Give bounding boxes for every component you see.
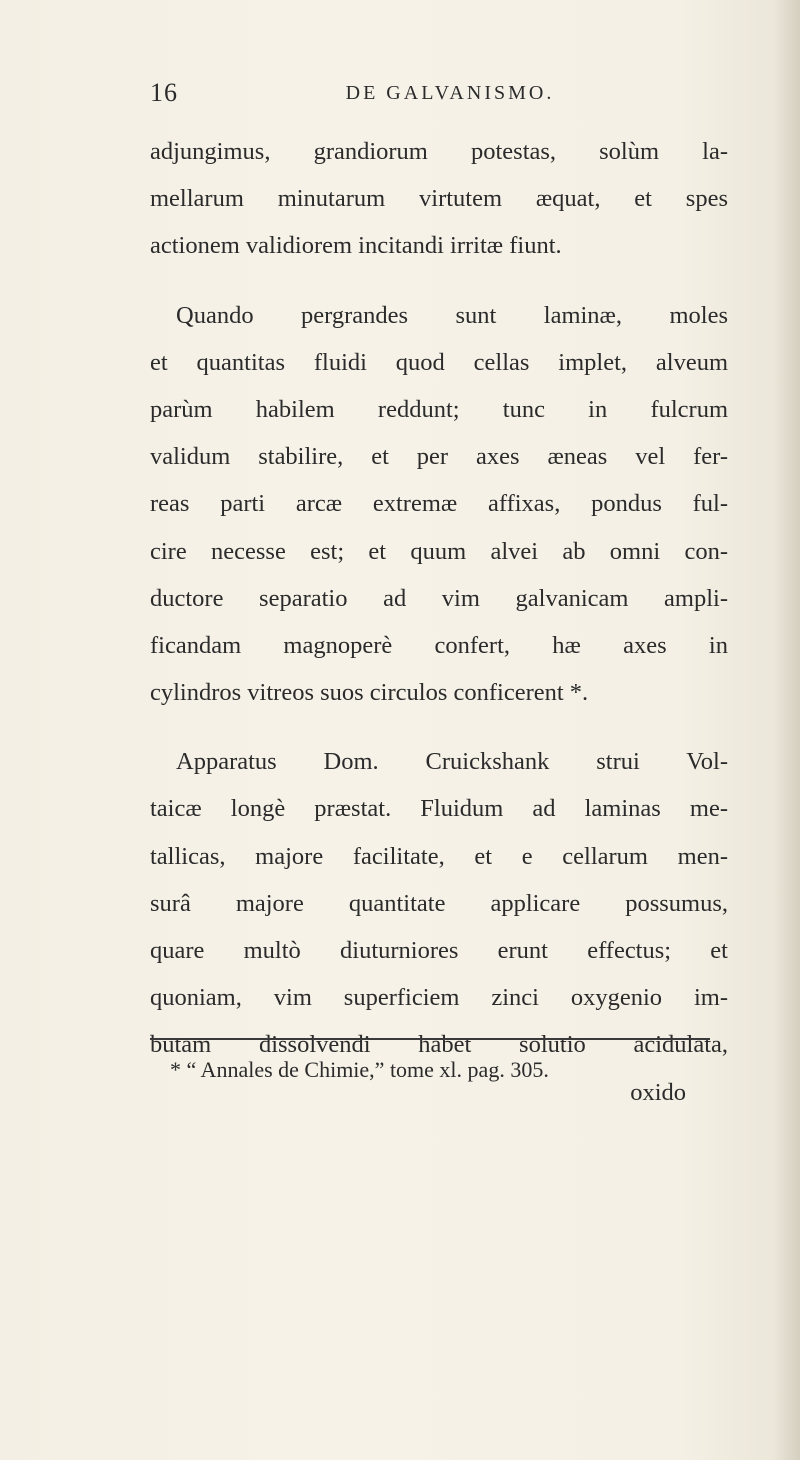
footnote-rule: [150, 1038, 710, 1040]
text-line: quare multò diuturniores erunt effectus; et: [150, 937, 728, 964]
text-line: adjungimus, grandiorum potestas, solùm la-: [150, 138, 728, 165]
text-line: ficandam magnoperè confert, hæ axes in: [150, 631, 728, 659]
text-line: actionem validiorem incitandi irritæ fiunt.: [150, 232, 562, 260]
text-line: reas parti arcæ extremæ affixas, pondus ful-: [150, 490, 728, 518]
running-head: DE GALVANISMO.: [345, 82, 555, 104]
paragraph-1: [150, 128, 728, 270]
body-text: [150, 128, 728, 1116]
text-line: butam dissolvendi habet solutio acidulata,: [150, 1031, 728, 1059]
page-edge-shadow: [774, 0, 800, 1460]
footnote: * “ Annales de Chimie,” tome xl. pag. 305.: [170, 1057, 549, 1082]
text-line: cylindros vitreos suos circulos conficerent *.: [150, 679, 589, 707]
text-line: Apparatus Dom. Cruickshank strui Vol-: [176, 748, 728, 776]
text-line: surâ majore quantitate applicare possumus,: [150, 889, 728, 917]
text-line: mellarum minutarum virtutem æquat, et spes: [150, 185, 728, 213]
text-line: quoniam, vim superficiem zinci oxygenio im-: [150, 984, 728, 1012]
text-line: tallicas, majore facilitate, et e cellarum men-: [150, 842, 728, 870]
text-line: parùm habilem reddunt; tunc in fulcrum: [150, 395, 728, 423]
text-line: cire necesse est; et quum alvei ab omni con-: [150, 537, 728, 565]
text-line: validum stabilire, et per axes æneas vel fer-: [150, 443, 728, 471]
text-line: et quantitas fluidi quod cellas implet, alveum: [150, 348, 728, 376]
text-line: taicæ longè præstat. Fluidum ad laminas me-: [150, 795, 728, 823]
paragraph-2: [150, 292, 728, 717]
text-line: Quando pergrandes sunt laminæ, moles: [176, 301, 728, 329]
page-header: [150, 78, 712, 118]
text-line: ductore separatio ad vim galvanicam ampli-: [150, 584, 728, 612]
paragraph-3: [150, 738, 728, 1068]
catchword: oxido: [630, 1078, 686, 1106]
page-number: 16: [150, 78, 178, 107]
